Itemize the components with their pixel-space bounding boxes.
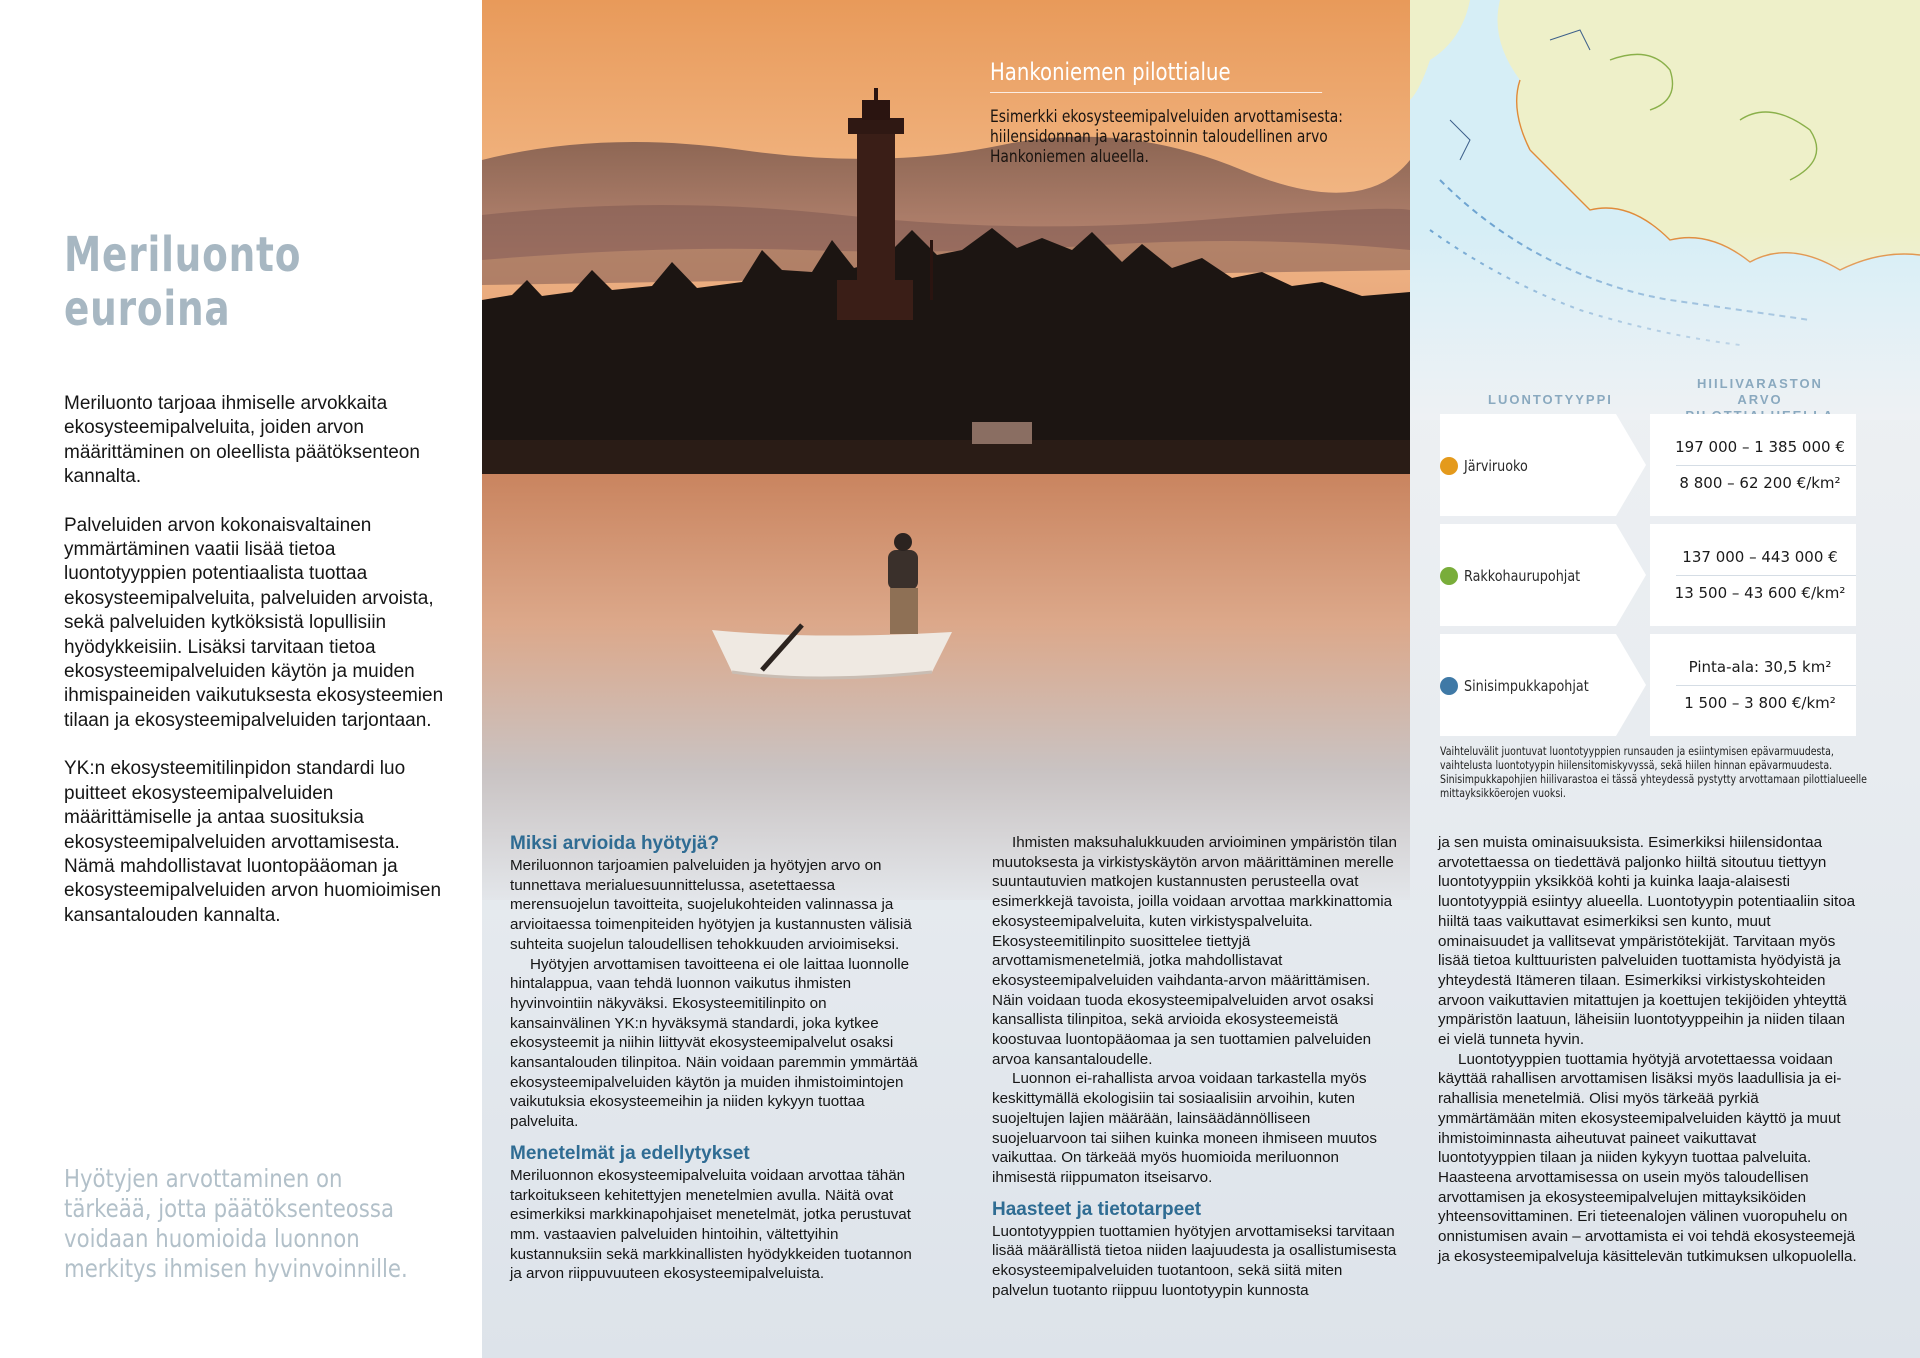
row-value-total: 137 000 – 443 000 € <box>1682 548 1838 566</box>
body-column-1 <box>510 833 920 1284</box>
row-divider <box>1676 685 1856 686</box>
coastline-map <box>1410 0 1920 420</box>
table-row <box>1440 634 1856 736</box>
body-paragraph: ja sen muista ominaisuuksista. Esimerkiksi hiilensidontaa arvotettaessa on tiedettävä paljonko hiiltä sitoutuu tiettyyn luontotyyppiin yksikköä kohti ja kuinka laaja-alaisesti luontotyyppiä esiintyy alueella. Luontotyypin potentiaaliin sitoa hiiltä taas vaikuttavat esimerkiksi sen kunto, muut ominaisuudet ja vallitsevat ympäristötekijät. Tarvitaan myös lisää tietoa kulttuuristen palveluiden tuottamista hyödyistä ja yhteydestä Itämeren tilaan. Esimerkiksi virkistyskohteiden arvoon vaikuttavien mitattujen ja koettujen tekijöiden yhteyttä ympäristön laatuun, läheisiin luontotyyppeihin ja niiden tilaan ei vielä tunneta hyvin. <box>1438 834 1856 1049</box>
table-header-value-line-2: ARVO <box>1737 392 1783 407</box>
intro-paragraph: Meriluonto tarjoaa ihmiselle arvokkaita ekosysteemipalveluita, joiden arvon määrittäminen on oleellista päätöksenteon kannalta. <box>64 393 420 488</box>
table-header-type: LUONTOTYYPPI <box>1488 392 1613 407</box>
row-label: Järviruoko <box>1464 457 1528 475</box>
body-paragraph: Luonnon ei-rahallista arvoa voidaan tarkastella myös keskittymällä ekologisiin tai sosiaalisiin arvoihin, kuten suojeltujen lajien määrään, lainsäädännölliseen suojeluarvoon tai siihen kuinka moneen ihmiseen muutos vaikuttaa. On tärkeää myös huomioida meriluonnon ihmisestä riippumaton itseisarvo. <box>992 1070 1377 1186</box>
pilot-area-label <box>990 58 1370 167</box>
table-footnote: Vaihteluvälit juontuvat luontotyyppien runsauden ja esiintymisen epävarmuudesta, vaihtelusta luontotyypin hiilensitomiskyvyssä, sekä hiilen hinnan epävarmuudesta. Sinisimpukkapohjien hiilivarastoa ei tässä yhteydessä pystytty arvottamaan pilottialueelle mittayksikköerojen vuoksi. <box>1440 744 1867 800</box>
map-illustration <box>1410 0 1920 420</box>
page-title-line-2: euroina <box>64 281 231 337</box>
body-column-2 <box>992 833 1402 1300</box>
intro-text <box>64 392 444 952</box>
row-value-per-km2: 1 500 – 3 800 €/km² <box>1684 694 1836 712</box>
body-column-3 <box>1438 833 1858 1266</box>
body-paragraph: Meriluonnon ekosysteemipalveluita voidaan arvottaa tähän tarkoitukseen kehitettyjen menetelmien avulla. Näitä ovat esimerkiksi markkinapohjaiset menetelmät, jotka perustuvat mm. vastaavien palveluiden hintoihin, vältettyihin kustannuksiin sekä markkinallisten hyödykkeiden tuotannon ja arvon riippuvuuteen ekosysteemipalveluista. <box>510 1166 912 1283</box>
row-label: Rakkohaurupohjat <box>1464 567 1581 585</box>
table-row <box>1440 414 1856 516</box>
row-divider <box>1676 465 1856 466</box>
row-color-dot <box>1440 457 1458 475</box>
row-color-dot <box>1440 567 1458 585</box>
row-value-per-km2: 13 500 – 43 600 €/km² <box>1674 584 1846 602</box>
section-heading: Menetelmät ja edellytykset <box>510 1142 750 1164</box>
intro-paragraph: YK:n ekosysteemitilinpidon standardi luo puitteet ekosysteemipalveluiden määrittämiselle ja antaa suosituksia ekosysteemipalveluiden arvottamisesta. Nämä mahdollistavat luontopääoman ja ekosysteemipalveluiden arvon huomioimisen kansantalouden kannalta. <box>64 758 442 926</box>
left-column <box>0 0 482 1358</box>
pilot-area-title: Hankoniemen pilottialue <box>990 58 1322 93</box>
row-divider <box>1676 575 1856 576</box>
body-paragraph: Hyötyjen arvottamisen tavoitteena ei ole laittaa luonnolle hintalappua, vaan tehdä luonnon vaikutus ihmisten hyvinvointiin näkyväksi. Ekosysteemitilinpito on kansainvälinen YK:n hyväksymä standardi, joka kytkee ekosysteemit ja niihin liittyvät ekosysteemipalvelut osaksi kansantalouden tilinpitoa. Näin voidaan paremmin ymmärtää ekosysteemipalveluiden käytön ja muiden ihmistoimintojen vaikutuksia ekosysteemeihin ja niiden kykyyn tuottaa palveluita. <box>510 955 918 1131</box>
row-label: Sinisimpukkapohjat <box>1464 677 1589 695</box>
pull-quote: Hyötyjen arvottaminen on tärkeää, jotta päätöksenteossa voidaan huomioida luonnon merkitys ihmisen hyvinvoinnille. <box>64 1164 408 1283</box>
section-heading: Haasteet ja tietotarpeet <box>992 1198 1202 1220</box>
page-title-line-1: Meriluonto <box>64 227 302 283</box>
pilot-area-description: Esimerkki ekosysteemipalveluiden arvottamisesta: hiilensidonnan ja varastoinnin taloudellinen arvo Hankoniemen alueella. <box>990 107 1343 166</box>
row-color-dot <box>1440 677 1458 695</box>
body-paragraph: Meriluonnon tarjoamien palveluiden ja hyötyjen arvo on tunnettava merialuesuunnittelussa, asetettaessa merensuojelun tavoitteita, suojelukohteiden valinnassa ja arvioitaessa toimenpiteiden hyötyjen ja kustannusten välisiä suhteita suojelun taloudellisen tehokkuuden arvioimiseksi. <box>510 857 912 953</box>
row-value-per-km2: 8 800 – 62 200 €/km² <box>1679 474 1841 492</box>
body-paragraph: Luontotyyppien tuottamia hyötyjä arvotettaessa voidaan käyttää rahallisen arvottamisen lisäksi myös laadullisia ja ei-rahallisia menetelmiä. Olisi myös tärkeää pyrkiä ymmärtämään miten ekosysteemipalveluiden käyttö ja muut ihmistoiminnasta aiheutuvat paineet vaikuttavat luontotyyppien tilaan ja niiden kykyyn tuottaa palveluita. Haasteena arvottamisessa on usein myös taloudellisen arvottamisen ja ekosysteemipalvelujen mittayksiköiden yhteensovittaminen. Eri tieteenalojen välinen vuoropuhelu on onnistumisen avain – arvottamista ei voi tehdä ekosysteemejä ja ekosysteemipalveluja käsittelevän tutkimuksen ulkopuolella. <box>1438 1050 1857 1265</box>
table-header-value-line-1: HIILIVARASTON <box>1697 376 1823 391</box>
section-heading: Miksi arvioida hyötyjä? <box>510 833 720 854</box>
page-title <box>64 228 376 336</box>
body-paragraph: Luontotyyppien tuottamien hyötyjen arvottamiseksi tarvitaan lisää määrällistä tietoa niiden laajuudesta ja osallistumisesta ekosysteemipalveluiden tuotantoon, sekä siitä miten palvelun tuotanto riippuu luontotyypin kunnosta <box>992 1222 1397 1299</box>
table-row <box>1440 524 1856 626</box>
row-value-area: Pinta-ala: 30,5 km² <box>1688 658 1832 676</box>
intro-paragraph: Palveluiden arvon kokonaisvaltainen ymmärtäminen vaatii lisää tietoa luontotyyppien potentiaalista tuottaa ekosysteemipalveluita, palveluiden arvoista, sekä palveluiden kytköksistä lopullisiin hyödykkeisiin. Lisäksi tarvitaan tietoa ekosysteemipalveluiden käytön ja muiden ihmispaineiden vaikutuksesta ekosysteemien tilaan ja ekosysteemipalveluiden tarjontaan. <box>64 514 444 731</box>
body-paragraph: Ihmisten maksuhalukkuuden arvioiminen ympäristön tilan muutoksesta ja virkistyskäytön arvon määrittäminen merelle suuntautuvien matkojen kustannusten perusteella ovat esimerkkejä tavoista, joilla voidaan arvottaa markkinattomia ekosysteemipalveluita, kuten virkistyspalveluita. Ekosysteemitilinpito suosittelee tiettyjä arvottamismenetelmiä, jotka mahdollistavat ekosysteemipalveluiden vaihdanta-arvon määrittämisen. Näin voidaan tuoda ekosysteemipalveluiden arvot osaksi kansallista tilinpitoa, sekä arvioida ekosysteemeistä koostuvaa luontopääomaa ja sen tuottamien palveluiden arvoa kansantaloudelle. <box>992 834 1397 1068</box>
row-value-total: 197 000 – 1 385 000 € <box>1675 438 1845 456</box>
